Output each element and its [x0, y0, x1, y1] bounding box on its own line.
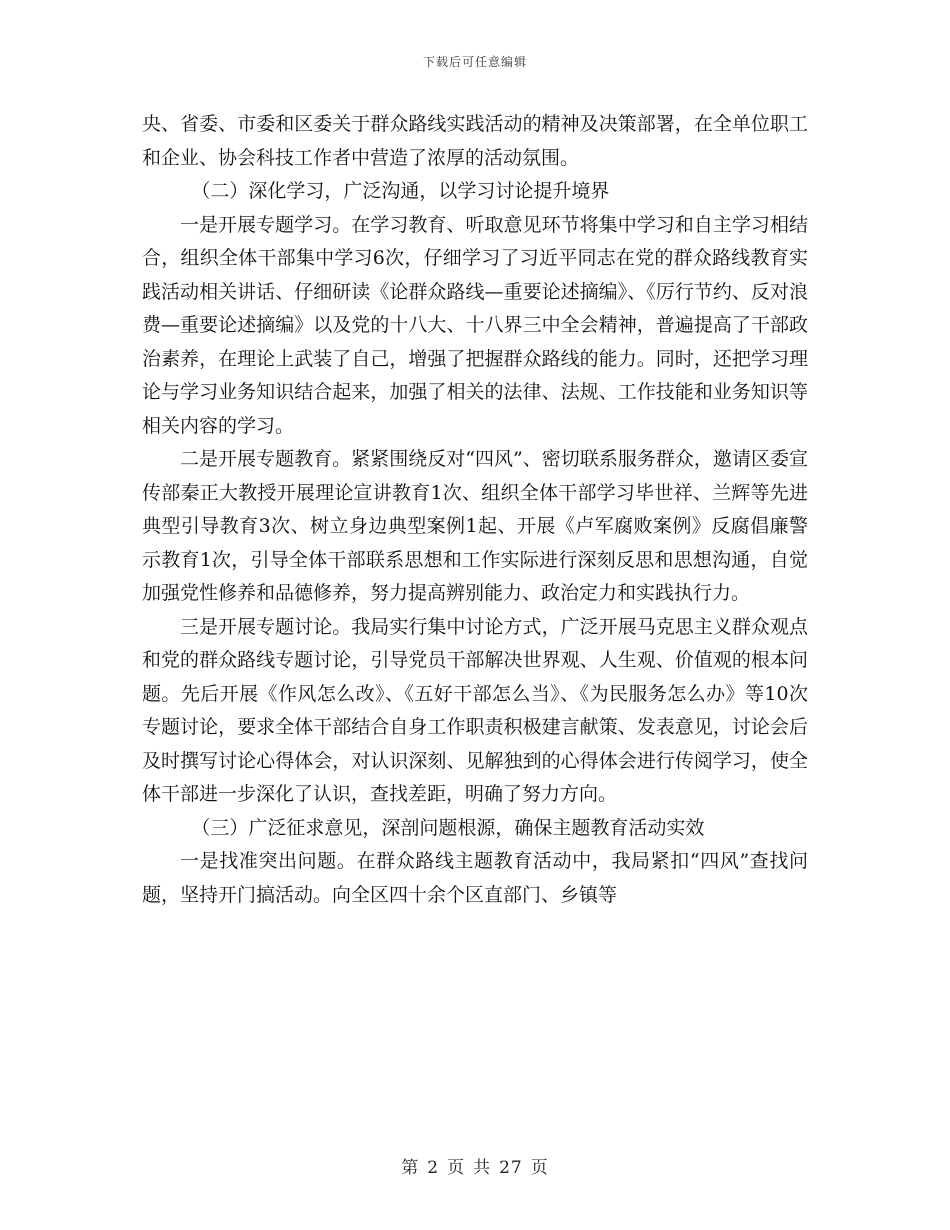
- footer-label-unit: 页: [447, 1158, 466, 1178]
- section-heading-2: （二）深化学习，广泛沟通，以学习讨论提升境界: [191, 180, 610, 202]
- document-body: [142, 108, 808, 912]
- page-header-note: 下载后可任意编辑: [422, 55, 527, 69]
- paragraph-study: 一是开展专题学习。在学习教育、听取意见环节将集中学习和自主学习相结合，组织全体干部集中学习6次，仔细学习了习近平同志在党的群众路线教育实践活动相关讲话、仔细研读《论群众路线—重要论述摘编》、《厉行节约、反对浪费—重要论述摘编》以及党的十八大、十八界三中全会精神，普遍提高了干部政治素养，在理论上武装了自己，增强了把握群众路线的能力。同时，还把学习理论与学习业务知识结合起来，加强了相关的法律、法规、工作技能和业务知识等相关内容的学习。: [142, 213, 808, 437]
- footer-label-total: 共: [473, 1158, 492, 1178]
- footer-total-pages: 27: [499, 1158, 523, 1178]
- paragraph-continuation: 央、省委、市委和区委关于群众路线实践活动的精神及决策部署，在全单位职工和企业、协会科技工作者中营造了浓厚的活动氛围。: [142, 113, 808, 169]
- footer-current-page: 2: [427, 1158, 440, 1178]
- footer-label-page: 第: [401, 1158, 420, 1178]
- paragraph-discussion: 三是开展专题讨论。我局实行集中讨论方式，广泛开展马克思主义群众观点和党的群众路线专题讨论，引导党员干部解决世界观、人生观、价值观的根本问题。先后开展《作风怎么改》、《五好干部怎么当》、《为民服务怎么办》等10次专题讨论，要求全体干部结合自身工作职责积极建言献策、发表意见，讨论会后及时撰写讨论心得体会，对认识深刻、见解独到的心得体会进行传阅学习，使全体干部进一步深化了认识，查找差距，明确了努力方向。: [142, 615, 808, 805]
- page-number-footer: [0, 1153, 950, 1178]
- paragraph-education: 二是开展专题教育。紧紧围绕反对“四风”、密切联系服务群众，邀请区委宣传部秦正大教授开展理论宣讲教育1次、组织全体干部学习毕世祥、兰辉等先进典型引导教育3次、树立身边典型案例1起、开展《卢军腐败案例》反腐倡廉警示教育1次，引导全体干部联系思想和工作实际进行深刻反思和思想沟通，自觉加强党性修养和品德修养，努力提高辨别能力、政治定力和实践执行力。: [142, 448, 808, 604]
- footer-label-unit-end: 页: [530, 1158, 549, 1178]
- paragraph-problems: 一是找准突出问题。在群众路线主题教育活动中，我局紧扣“四风”查找问题，坚持开门搞活动。向全区四十余个区直部门、乡镇等: [142, 850, 808, 906]
- section-heading-3: （三）广泛征求意见，深剖问题根源，确保主题教育活动实效: [191, 816, 705, 839]
